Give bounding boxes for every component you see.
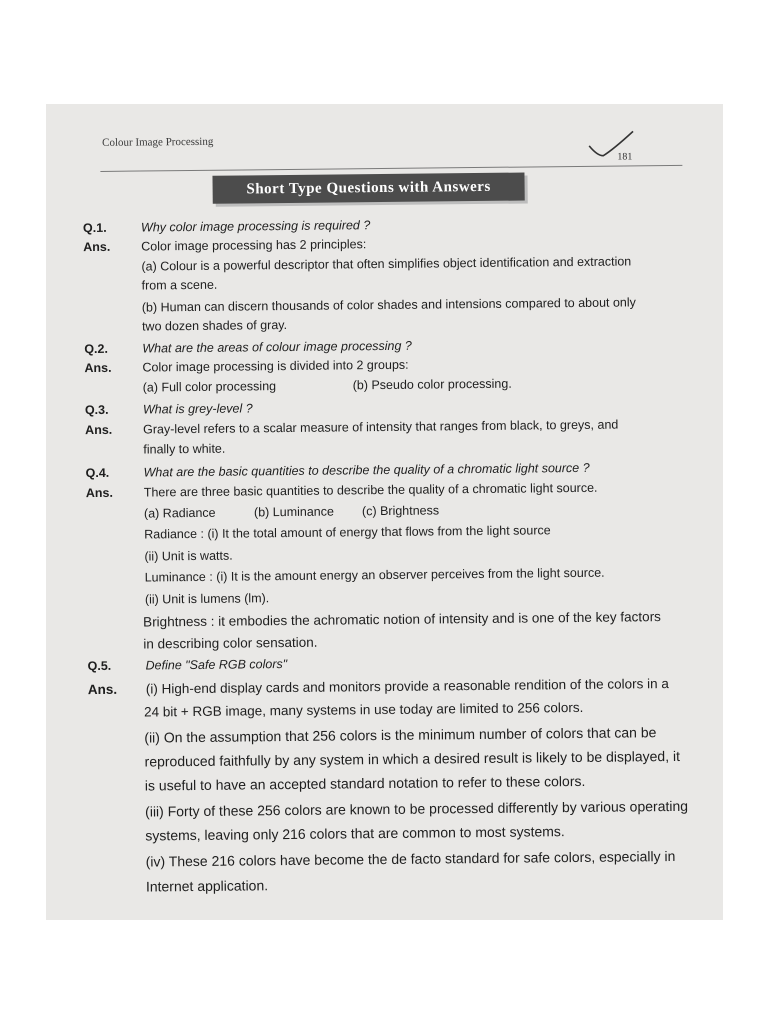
question-text: Why color image processing is required ?	[140, 218, 371, 235]
answer-label: Ans.	[84, 360, 112, 376]
answer-text: (b) Luminance	[253, 504, 334, 520]
running-head: Colour Image Processing	[102, 135, 214, 149]
page-content	[46, 104, 723, 920]
question-label: Q.2.	[84, 341, 108, 357]
answer-text: systems, leaving only 216 colors that are common to most systems.	[145, 823, 565, 844]
answer-text: (b) Human can discern thousands of color shades and intensions compared to about only	[141, 295, 636, 315]
answer-text: There are three basic quantities to describe the quality of a chromatic light source.	[143, 480, 598, 500]
answer-text: (a) Colour is a powerful descriptor that often simplifies object identification and extraction	[141, 254, 632, 274]
answer-text: Radiance : (i) It the total amount of energy that flows from the light source	[144, 523, 551, 542]
answer-text: (a) Radiance	[143, 505, 216, 521]
answer-text: (ii) Unit is lumens (lm).	[144, 591, 270, 607]
answer-text: 24 bit + RGB image, many systems in use today are limited to 256 colors.	[144, 699, 584, 720]
answer-text: (ii) Unit is watts.	[144, 548, 233, 564]
book-page	[46, 104, 723, 920]
header-rule	[100, 165, 682, 172]
question-text: What are the basic quantities to describe the quality of a chromatic light source ?	[143, 460, 590, 480]
question-label: Q.5.	[87, 658, 112, 674]
answer-text: (i) High-end display cards and monitors provide a reasonable rendition of the colors in a	[145, 676, 669, 697]
answer-text: from a scene.	[141, 277, 218, 293]
answer-text: (b) Pseudo color processing.	[352, 376, 512, 393]
section-banner: Short Type Questions with Answers	[212, 173, 524, 204]
answer-text: Brightness : it embodies the achromatic notion of intensity and is one of the key factors	[143, 609, 661, 630]
answer-text: Luminance : (i) It is the amount energy an observer perceives from the light source.	[144, 565, 605, 585]
answer-text: (iv) These 216 colors have become the de facto standard for safe colors, especially in	[145, 847, 676, 870]
question-label: Q.4.	[85, 465, 110, 481]
answer-text: (a) Full color processing	[142, 379, 277, 395]
question-label: Q.1.	[82, 220, 107, 236]
answer-text: (c) Brightness	[361, 503, 440, 519]
question-text: Define "Safe RGB colors"	[145, 657, 288, 673]
answer-text: in describing color sensation.	[143, 634, 318, 652]
question-row	[88, 651, 698, 676]
answer-text: Color image processing is divided into 2 groups:	[142, 357, 409, 375]
answer-text: Internet application.	[145, 877, 269, 895]
answer-text: Color image processing has 2 principles:	[141, 237, 367, 254]
answer-text: two dozen shades of gray.	[141, 318, 288, 334]
answer-label: Ans.	[85, 485, 113, 501]
answer-row	[88, 673, 698, 700]
question-text: What is grey-level ?	[142, 401, 253, 417]
answer-text: (iii) Forty of these 256 colors are known to be processed differently by various operating	[145, 797, 689, 820]
answer-label: Ans.	[83, 239, 111, 255]
answer-text: (ii) On the assumption that 256 colors is the minimum number of colors that can be	[144, 724, 657, 746]
answer-text: Gray-level refers to a scalar measure of intensity that ranges from black, to greys, and	[143, 417, 619, 437]
page-number: 181	[617, 151, 633, 163]
answer-text: reproduced faithfully by any system in which a desired result is likely to be displayed, it	[144, 747, 681, 770]
answer-text: finally to white.	[143, 441, 226, 457]
answer-text: is useful to have an accepted standard notation to refer to these colors.	[144, 772, 586, 794]
answer-label: Ans.	[87, 681, 118, 698]
question-text: What are the areas of colour image processing ?	[142, 338, 412, 356]
answer-label: Ans.	[85, 422, 113, 438]
question-label: Q.3.	[84, 402, 109, 418]
